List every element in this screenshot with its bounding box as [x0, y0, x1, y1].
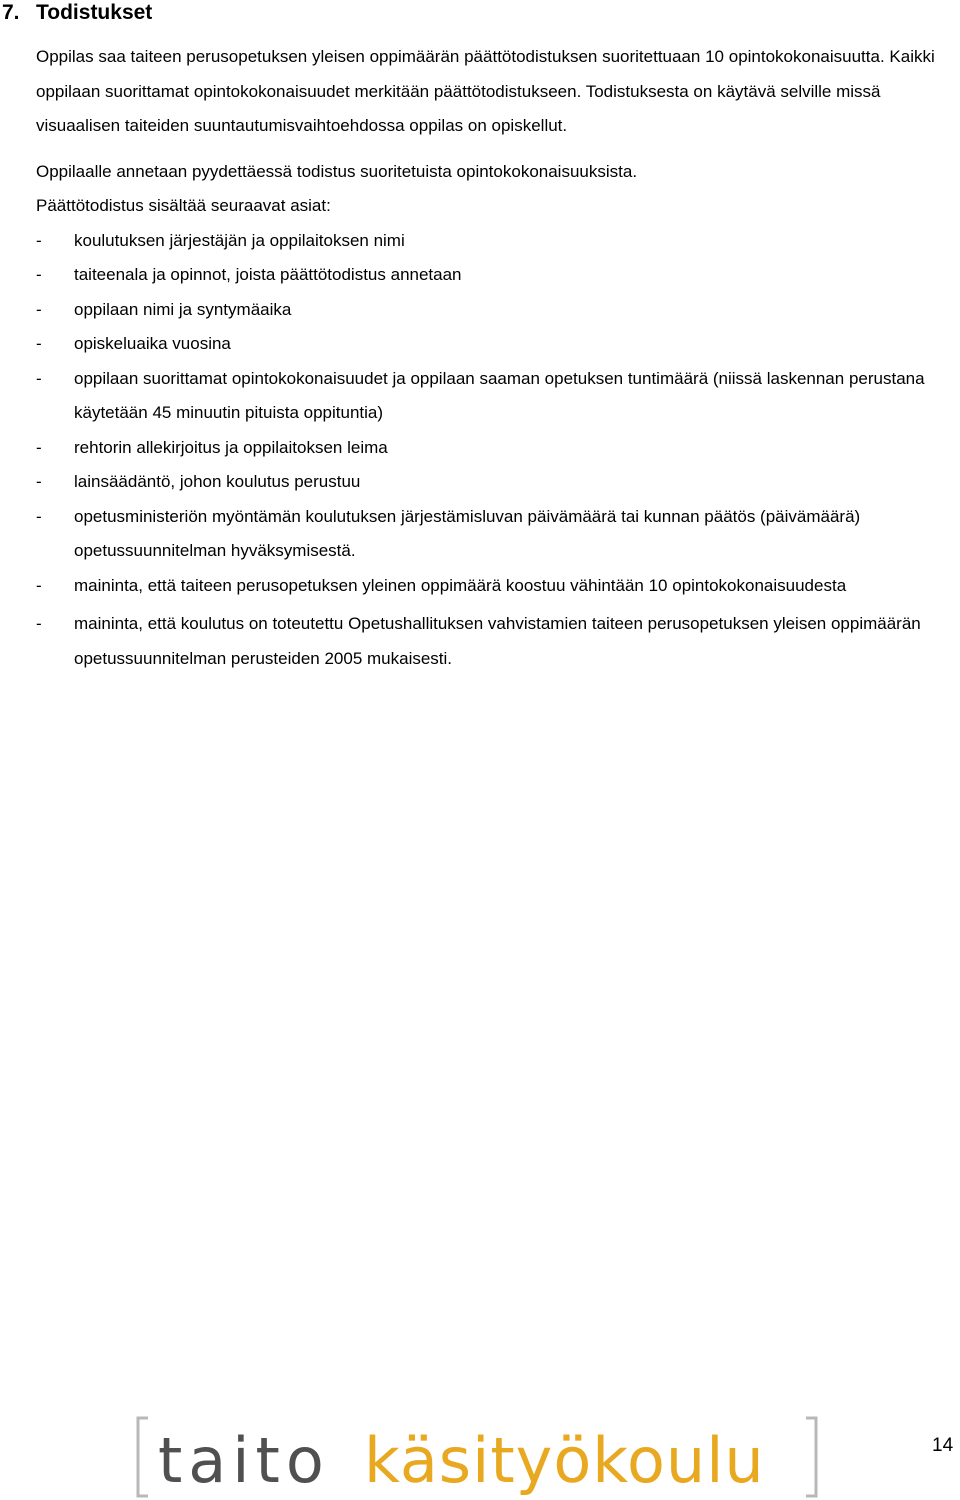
list-item [36, 224, 956, 259]
taito-kasityokoulu-logo [134, 1414, 820, 1500]
list-item-text: koulutuksen järjestäjän ja oppilaitoksen nimi [74, 230, 405, 250]
list-marker: - [36, 472, 42, 491]
logo-left-bracket [138, 1418, 148, 1496]
list-item [36, 500, 956, 569]
list-item [36, 258, 956, 293]
paragraph-intro: Oppilas saa taiteen perusopetuksen yleisen oppimäärän päättötodistuksen suoritettuaan 10 opintokokonaisuutta. Kaikki oppilaan suorittamat opintokokonaisuudet merkitään päättötodistukseen. Todistuksesta on käytävä selville missä visuaalisen taiteiden suuntautumisvaihtoehdossa oppilas on opiskellut. [36, 47, 935, 135]
list-item [36, 362, 956, 431]
list-item-text: taiteenala ja opinnot, joista päättötodistus annetaan [74, 265, 462, 284]
list-marker: - [36, 437, 42, 457]
paragraph-list-intro: Päättötodistus sisältää seuraavat asiat: [36, 196, 331, 215]
list-item-text: rehtorin allekirjoitus ja oppilaitoksen leima [74, 437, 388, 457]
section-number: 7. [2, 1, 20, 24]
list-item [36, 431, 956, 466]
list-item [36, 465, 956, 500]
page-number: 14 [932, 1435, 954, 1456]
list-item-text: opetusministeriön myöntämän koulutuksen järjestämisluvan päivämäärä tai kunnan päätös (päivämäärä) opetussuunnitelman hyväksymisestä. [74, 506, 861, 560]
list-item-text: maininta, että taiteen perusopetuksen yleinen oppimäärä koostuu vähintään 10 opintokokonaisuudesta [74, 575, 847, 595]
list-item-text: oppilaan suorittamat opintokokonaisuudet ja oppilaan saaman opetuksen tuntimäärä (niissä laskennan perustana käytetään 45 minuutin pituista oppituntia) [74, 368, 925, 422]
section-title: Todistukset [36, 1, 153, 24]
list-item [36, 327, 956, 362]
logo-right-bracket [806, 1418, 816, 1496]
list-marker: - [36, 368, 42, 388]
section-heading [2, 0, 152, 26]
list-item-text: opiskeluaika vuosina [74, 334, 231, 353]
list-item [36, 569, 956, 604]
list-marker: - [36, 265, 42, 284]
logo-word-taito: taito [158, 1424, 330, 1497]
list-marker: - [36, 575, 42, 595]
list-item-text: maininta, että koulutus on toteutettu Opetushallituksen vahvistamien taiteen perusopetuksen yleisen oppimäärän opetussuunnitelman perusteiden 2005 mukaisesti. [74, 614, 921, 668]
list-item-text: oppilaan nimi ja syntymäaika [74, 299, 292, 319]
list-item [36, 607, 956, 676]
list-marker: - [36, 614, 42, 633]
paragraph-certificate-on-request: Oppilaalle annetaan pyydettäessä todistus suoritetuista opintokokonaisuuksista. [36, 161, 638, 181]
list-item-text: lainsäädäntö, johon koulutus perustuu [74, 472, 361, 491]
list-item [36, 293, 956, 328]
list-marker: - [36, 506, 42, 526]
certificate-contents-list [36, 224, 956, 677]
list-marker: - [36, 299, 42, 319]
list-marker: - [36, 230, 42, 250]
document-body [36, 40, 956, 676]
list-marker: - [36, 334, 42, 353]
logo-word-kasityokoulu: käsityökoulu [364, 1424, 765, 1497]
